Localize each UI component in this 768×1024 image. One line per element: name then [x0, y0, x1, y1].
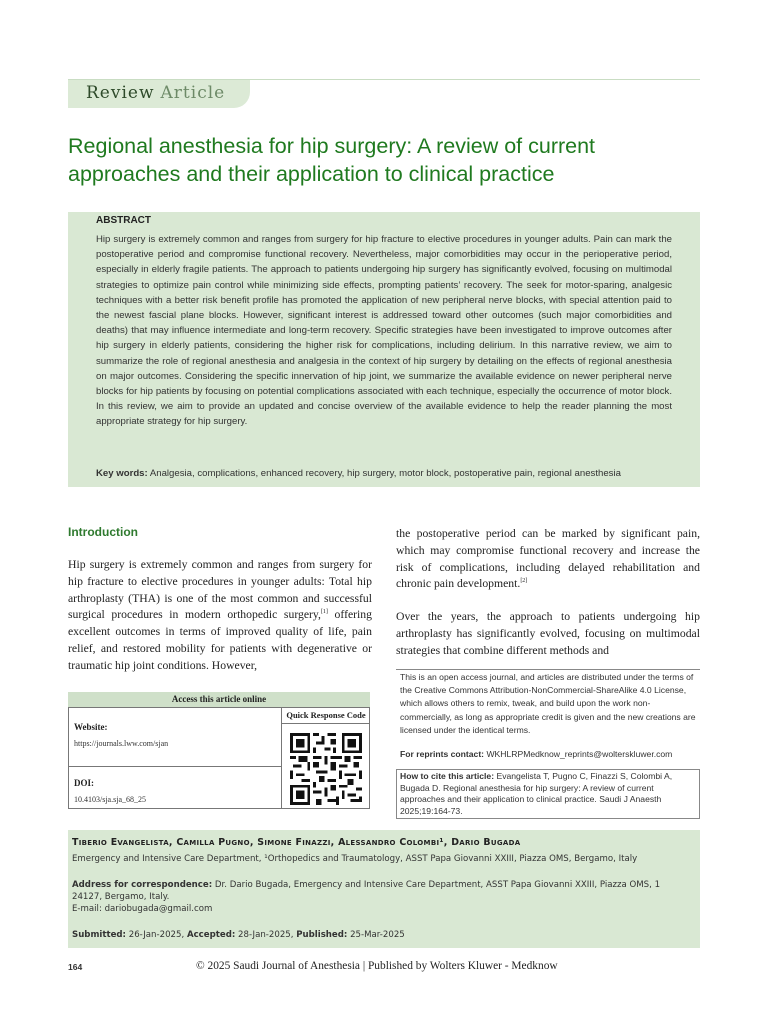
submitted-label: Submitted:: [72, 930, 126, 940]
intro-col1-text-a: Hip surgery is extremely common and ranges from surgery for hip fracture to elective procedures in younger adults: Total hip arthroplasty (THA) is one of the most common and successful surgical procedures in modern orthopedic surgery,: [68, 558, 372, 622]
citation-text: [400, 771, 696, 817]
page-number: 164: [68, 962, 83, 972]
intro-column-2-top: [396, 526, 700, 593]
license-text: This is an open access journal, and articles are distributed under the terms of the Creative Commons Attribution-NonCommercial-ShareAlike 4.0 License, which allows others to remix, tweak, and build upon the work non-commercially, as long as appropriate credit is given and the new creations are licensed under the identical terms.: [400, 672, 696, 735]
email-text[interactable]: E-mail: dariobugada@gmail.com: [72, 903, 213, 914]
introduction-heading: Introduction: [68, 525, 138, 539]
author-names: Tiberio Evangelista, Camilla Pugno, Simone Finazzi, Alessandro Colombi¹, Dario Bugada: [72, 837, 521, 848]
abstract-text: Hip surgery is extremely common and ranges from surgery for hip fracture to elective procedures in younger adults. Pain can mark the postoperative period and compromise functional recovery. Nevertheless, major comorbidities may occur in the perioperative period, especially in elderly fragile patients. The approach to patients undergoing hip surgery has significantly evolved, focusing on multimodal strategies to optimize pain control while minimizing side effects, prompting patients’ recovery. The seek for motor-sparing, analgesic techniques with a better risk benefit profile has promoted the application of new peripheral nerve blocks, with special attention paid to the newest fascial plane blocks. However, significant interest is addressed toward other outcomes (such major comorbidities and deaths) that may influence intermediate and long-term recovery. Specific strategies have been investigated to improve outcomes after hip surgery in elderly patients, considering the higher risk for complications, including delirium. In this narrative review, we aim to summarize the role of regional anesthesia and analgesia in the context of hip surgery by detailing on the effects of regional anesthesia on major outcomes. Considering the specific innervation of hip joint, we summarize the available evidence on newer peripheral nerve blocks for hip patients by focusing on potential complications associated with each technique, especially the occurrence of motor block. In this review, we aim to provide an updated and concise overview of the available evidence to help the reader planning the most appropriate strategy for hip surgery.: [96, 234, 672, 428]
address-text: Dr. Dario Bugada, Emergency and Intensive Care Department, ASST Papa Giovanni XXIII, Piazza OMS, 1 24127, Bergamo, Italy.: [72, 880, 661, 902]
intro-col2-text-a: the postoperative period can be marked by significant pain, which may compromise functional recovery and increase the risk of complications, including delayed rehabilitation and chronic pain development.: [396, 527, 700, 591]
citation-body: Evangelista T, Pugno C, Finazzi S, Colombi A, Bugada D. Regional anesthesia for hip surgery: A review of current approaches and their application to clinical practice. Saudi J Anaesth 2025;19:164-73.: [400, 771, 673, 816]
reprints-label: For reprints contact:: [400, 749, 485, 759]
published-date: 25-Mar-2025: [350, 930, 405, 940]
submitted-date: 26-Jan-2025,: [128, 930, 185, 940]
abstract-heading: ABSTRACT: [96, 215, 151, 226]
access-box-heading: Access this article online: [68, 692, 370, 708]
published-label: Published:: [296, 930, 348, 940]
address-label: Address for correspondence:: [72, 880, 213, 890]
intro-col1-text-b: offering excellent outcomes in terms of improved quality of life, pain relief, and restored mobility for patients with degenerative or traumatic hip joint conditions. However,: [68, 608, 372, 672]
keywords-label: Key words:: [96, 468, 148, 479]
website-link[interactable]: https://journals.lww.com/sjan: [74, 739, 169, 748]
doi-value[interactable]: 10.4103/sja.sja_68_25: [74, 795, 146, 804]
doi-label: DOI:: [74, 778, 94, 788]
intro-column-1: [68, 557, 372, 675]
reference-2[interactable]: [2]: [520, 578, 528, 585]
accepted-date: 28-Jan-2025,: [238, 930, 294, 940]
correspondence-address: [72, 880, 692, 915]
keywords-list: Analgesia, complications, enhanced recovery, hip surgery, motor block, postoperative pain, regional anesthesia: [149, 468, 621, 479]
access-box-row-divider: [68, 766, 281, 767]
citation-label: How to cite this article:: [400, 771, 495, 781]
reprints-contact: [400, 749, 696, 759]
accepted-label: Accepted:: [186, 930, 236, 940]
reference-1[interactable]: [1]: [320, 609, 328, 616]
footer-copyright: © 2025 Saudi Journal of Anesthesia | Published by Wolters Kluwer - Medknow: [196, 960, 558, 972]
qr-label: Quick Response Code: [282, 708, 370, 724]
tag-word-review: Review: [86, 83, 155, 103]
author-affiliation: Emergency and Intensive Care Department, ¹Orthopedics and Traumatology, ASST Papa Giovanni XXIII, Piazza OMS, Bergamo, Italy: [72, 854, 638, 864]
keywords: [96, 468, 686, 479]
reprints-email[interactable]: WKHLRPMedknow_reprints@wolterskluwer.com: [486, 749, 673, 759]
article-title: Regional anesthesia for hip surgery: A review of current approaches and their application to clinical practice: [68, 134, 596, 186]
website-label: Website:: [74, 722, 108, 732]
intro-column-2-bottom: Over the years, the approach to patients undergoing hip arthroplasty has significantly evolved, focusing on multimodal strategies that combine different methods and: [396, 610, 700, 657]
tag-word-article: Article: [160, 83, 226, 103]
article-dates: [72, 930, 405, 940]
qr-code-icon[interactable]: [290, 733, 362, 805]
article-type-tag: [68, 80, 250, 108]
